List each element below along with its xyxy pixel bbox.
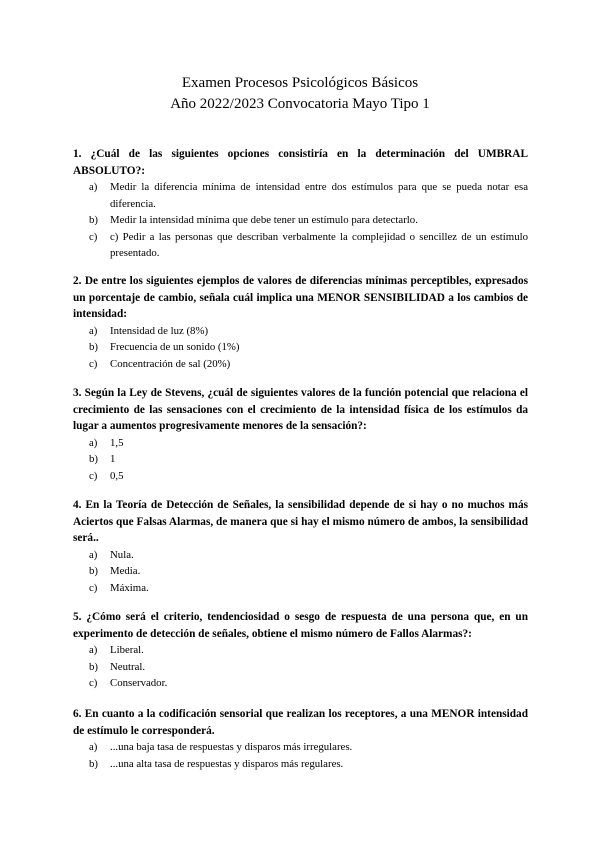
question-3-text: 3. Según la Ley de Stevens, ¿cuál de siguientes valores de la función potencial que relaciona el crecimiento de las sensaciones con el crecimiento de la intensidad física de los estímulos da lugar a aumentos progresivamente menores de la sensación?: xyxy=(73,387,528,432)
option-text: 1,5 xyxy=(110,436,124,449)
question-5-option-a xyxy=(73,642,528,659)
question-4-option-c xyxy=(73,580,528,597)
option-text: ...una baja tasa de respuestas y disparos más irregulares. xyxy=(110,741,353,753)
question-1-text: 1. ¿Cuál de las siguientes opciones consistiría en la determinación del UMBRAL ABSOLUTO?: xyxy=(73,148,528,177)
question-3-options xyxy=(73,435,528,485)
question-1-options xyxy=(73,179,528,262)
question-1-option-c xyxy=(73,229,528,262)
question-6-option-a xyxy=(73,739,528,756)
question-4-text: 4. En la Teoría de Detección de Señales, la sensibilidad depende de si hay o no muchos más Aciertos que Falsas Alarmas, de manera que si hay el mismo número de ambos, la sensibilidad será.. xyxy=(73,499,528,544)
question-6 xyxy=(73,706,528,772)
option-text: Concentración de sal (20%) xyxy=(110,357,231,370)
option-text: Máxima. xyxy=(110,581,149,594)
question-1-option-a xyxy=(73,179,528,212)
option-text: Liberal. xyxy=(110,644,144,656)
question-2-option-b xyxy=(73,339,528,356)
option-text: Media. xyxy=(110,565,141,577)
option-letter: a) xyxy=(89,548,98,561)
question-2-options xyxy=(73,323,528,373)
option-text: Medir la intensidad mínima que debe tener un estímulo para detectarlo. xyxy=(110,214,418,226)
question-2 xyxy=(73,273,528,372)
option-letter: c) xyxy=(89,469,98,482)
option-letter: a) xyxy=(89,436,98,449)
question-1-option-b xyxy=(73,212,528,229)
option-letter: b) xyxy=(89,341,98,353)
question-3-option-c xyxy=(73,468,528,485)
question-4 xyxy=(73,497,528,596)
question-3-option-a xyxy=(73,435,528,452)
option-text: ...una alta tasa de respuestas y disparos más regulares. xyxy=(110,757,344,770)
option-text: Neutral. xyxy=(110,660,146,673)
question-6-text: 6. En cuanto a la codificación sensorial que realizan los receptores, a una MENOR intensidad de estímulo le corresponderá. xyxy=(73,708,528,737)
option-letter: c) xyxy=(89,581,98,594)
exam-title: Examen Procesos Psicológicos Básicos xyxy=(181,75,419,91)
option-text: Medir la diferencia mínima de intensidad entre dos estímulos para que se pueda notar esa diferencia. xyxy=(110,181,528,210)
question-5-option-b xyxy=(73,659,528,676)
option-letter: b) xyxy=(89,214,98,226)
question-2-option-a xyxy=(73,323,528,340)
option-text: Nula. xyxy=(110,548,134,561)
option-letter: c) xyxy=(89,357,98,370)
question-1 xyxy=(73,146,528,262)
option-letter: a) xyxy=(89,644,98,656)
question-4-option-b xyxy=(73,563,528,580)
exam-subtitle: Año 2022/2023 Convocatoria Mayo Tipo 1 xyxy=(170,96,430,112)
question-4-options xyxy=(73,547,528,597)
option-text: Intensidad de luz (8%) xyxy=(110,324,209,337)
question-5-text: 5. ¿Cómo será el criterio, tendenciosidad o sesgo de respuesta de una persona que, en un experimento de detección de señales, obtiene el mismo número de Fallos Alarmas?: xyxy=(73,611,528,640)
question-2-option-c xyxy=(73,356,528,373)
option-letter: a) xyxy=(89,181,98,193)
option-letter: c) xyxy=(89,230,98,243)
option-letter: a) xyxy=(89,741,98,753)
option-letter: a) xyxy=(89,324,98,337)
option-text: c) Pedir a las personas que describan verbalmente la complejidad o sencillez de un estímulo presentado. xyxy=(110,230,528,259)
question-5-option-c xyxy=(73,675,528,692)
option-letter: b) xyxy=(89,757,98,770)
question-6-option-b xyxy=(73,756,528,773)
question-6-options xyxy=(73,739,528,772)
option-text: Conservador. xyxy=(110,677,168,689)
option-letter: c) xyxy=(89,677,98,689)
option-text: 1 xyxy=(110,453,116,465)
option-text: Frecuencia de un sonido (1%) xyxy=(110,341,240,353)
option-letter: b) xyxy=(89,453,98,465)
question-5 xyxy=(73,609,528,692)
question-3-option-b xyxy=(73,451,528,468)
option-letter: b) xyxy=(89,660,98,673)
question-3 xyxy=(73,385,528,484)
question-2-text: 2. De entre los siguientes ejemplos de valores de diferencias mínimas perceptibles, expresados un porcentaje de cambio, señala cuál implica una MENOR SENSIBILIDAD a los cambios de intensidad: xyxy=(73,275,528,320)
option-text: 0,5 xyxy=(110,469,124,482)
option-letter: b) xyxy=(89,565,98,577)
question-4-option-a xyxy=(73,547,528,564)
question-5-options xyxy=(73,642,528,692)
